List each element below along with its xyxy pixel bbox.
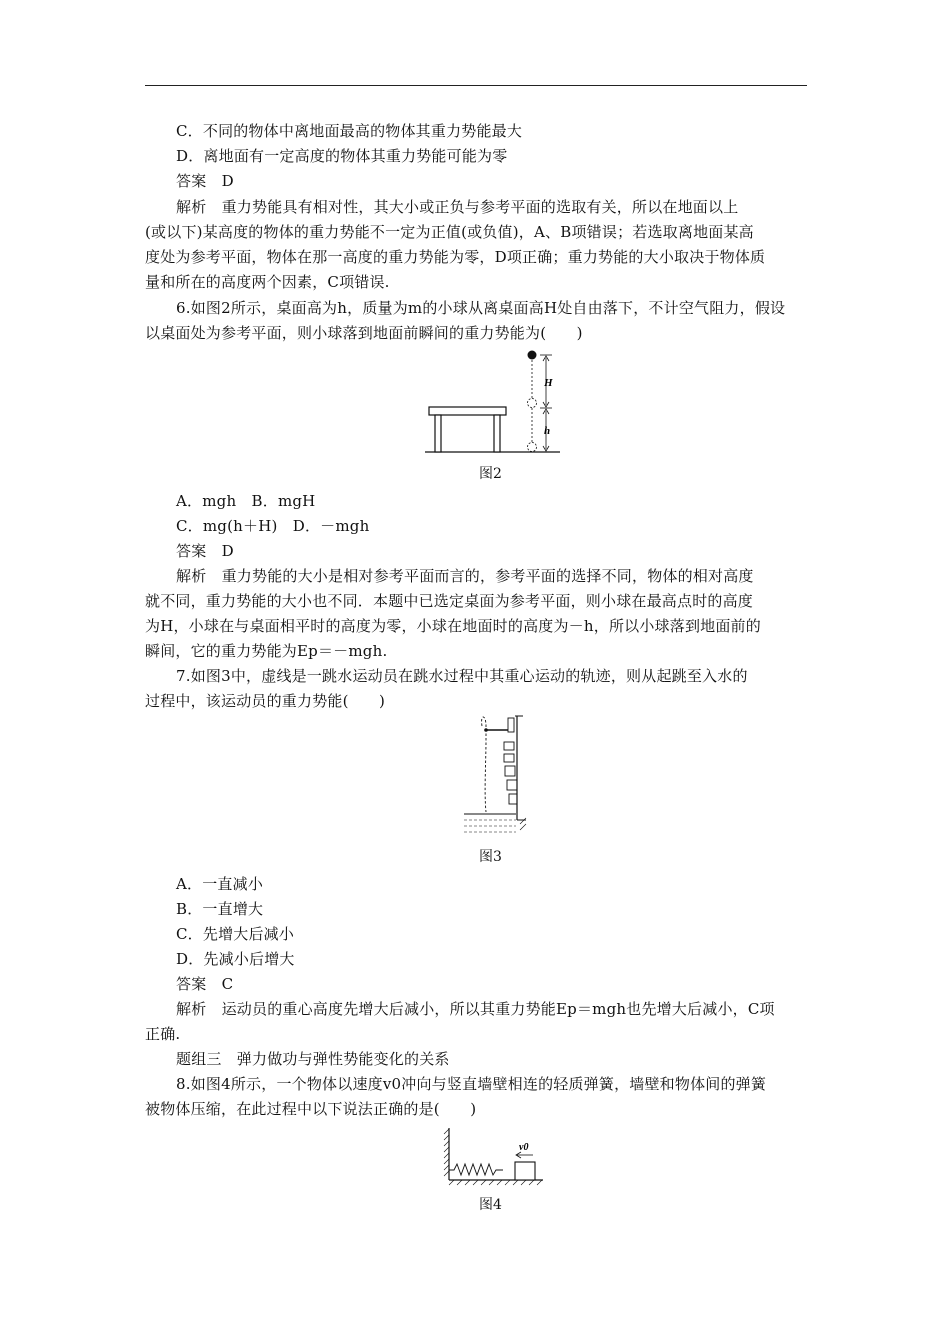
figure-3-diagram <box>460 712 530 842</box>
q6-options-ab: A．mgh B．mgH <box>176 492 316 510</box>
q5-explanation-line: 解析 重力势能具有相对性，其大小或正负与参考平面的选取有关，所以在地面以上 <box>176 198 739 216</box>
section-heading-group3: 题组三 弹力做功与弹性势能变化的关系 <box>176 1050 450 1068</box>
q7-option-b: B．一直增大 <box>176 900 264 918</box>
label-H: H <box>544 377 553 389</box>
q6-explanation-line: 为H，小球在与桌面相平时的高度为零，小球在地面时的高度为－h，所以小球落到地面前的 <box>145 617 761 635</box>
figure-4-caption: 图4 <box>479 1197 502 1213</box>
ball-top <box>528 351 537 360</box>
q8-stem-line: 被物体压缩，在此过程中以下说法正确的是( ) <box>145 1100 477 1118</box>
header-rule <box>145 85 807 86</box>
label-v0: v0 <box>519 1142 529 1153</box>
block <box>515 1162 535 1180</box>
q6-explanation-line: 解析 重力势能的大小是相对参考平面而言的，参考平面的选择不同，物体的相对高度 <box>176 567 754 585</box>
q6-stem-line: 以桌面处为参考平面，则小球落到地面前瞬间的重力势能为( ) <box>145 324 583 342</box>
q6-explanation-line: 瞬间，它的重力势能为Ep＝－mgh. <box>145 642 388 660</box>
label-h: h <box>544 425 551 437</box>
q5-option-c: C．不同的物体中离地面最高的物体其重力势能最大 <box>176 122 523 140</box>
q7-explanation-line: 正确. <box>145 1025 181 1043</box>
q7-option-c: C．先增大后减小 <box>176 925 295 943</box>
figure-2-diagram <box>420 348 580 458</box>
q7-explanation-line: 解析 运动员的重心高度先增大后减小，所以其重力势能Ep＝mgh也先增大后减小，C项 <box>176 1000 775 1018</box>
q6-answer: 答案 D <box>176 542 234 560</box>
q7-option-d: D．先减小后增大 <box>176 950 295 968</box>
q6-stem-line: 6.如图2所示，桌面高为h，质量为m的小球从离桌面高H处自由落下，不计空气阻力，假设 <box>176 299 786 317</box>
q6-options-cd: C．mg(h＋H) D．－mgh <box>176 517 370 535</box>
q5-explanation-line: 量和所在的高度两个因素，C项错误. <box>145 273 390 291</box>
figure-4-diagram <box>443 1124 548 1186</box>
q5-answer: 答案 D <box>176 172 234 190</box>
q5-explanation-line: (或以下)某高度的物体的重力势能不一定为正值(或负值)，A、B项错误；若选取离地面某高 <box>145 223 754 241</box>
figure-3-caption: 图3 <box>479 849 502 865</box>
q6-explanation-line: 就不同，重力势能的大小也不同．本题中已选定桌面为参考平面，则小球在最高点时的高度 <box>145 592 754 610</box>
q7-stem-line: 过程中，该运动员的重力势能( ) <box>145 692 386 710</box>
spring <box>449 1164 503 1175</box>
q8-stem-line: 8.如图4所示，一个物体以速度v0冲向与竖直墙壁相连的轻质弹簧，墙壁和物体间的弹簧 <box>176 1075 767 1093</box>
q7-answer: 答案 C <box>176 975 234 993</box>
figure-2-caption: 图2 <box>479 466 502 482</box>
q5-option-d: D．离地面有一定高度的物体其重力势能可能为零 <box>176 147 508 165</box>
q5-explanation-line: 度处为参考平面，物体在那一高度的重力势能为零，D项正确；重力势能的大小取决于物体质 <box>145 248 766 266</box>
q7-option-a: A．一直减小 <box>176 875 264 893</box>
q7-stem-line: 7.如图3中，虚线是一跳水运动员在跳水过程中其重心运动的轨迹，则从起跳至入水的 <box>176 667 748 685</box>
